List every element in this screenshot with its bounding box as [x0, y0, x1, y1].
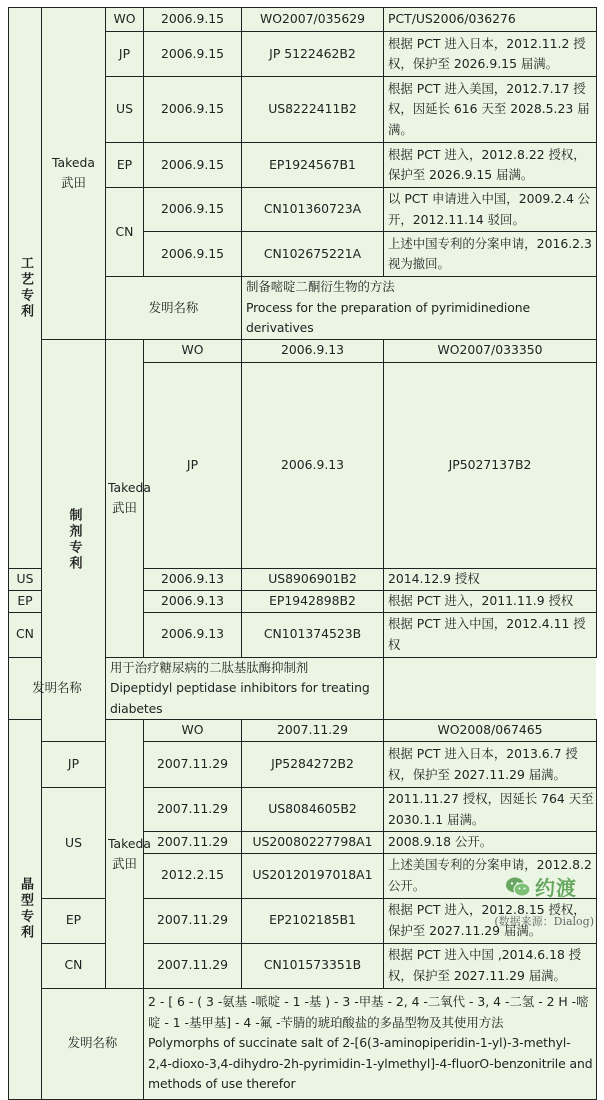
invention-title-en: Dipeptidyl peptidase inhibitors for treating diabetes	[110, 680, 370, 716]
note-cell: 以 PCT 申请进入中国，2009.2.4 公开，2012.11.14 驳回。	[384, 188, 597, 232]
date-cell: 2012.2.15	[144, 853, 242, 898]
data-source-note: (数据来源：Dialog)	[494, 915, 594, 928]
table-row	[9, 742, 597, 788]
patent-number-cell: EP1942898B2	[242, 590, 384, 612]
country-cell: CN	[106, 188, 144, 277]
date-cell: 2006.9.15	[144, 232, 242, 277]
country-cell: JP	[106, 32, 144, 77]
invention-title-zh: 用于治疗糖尿病的二肽基肽酶抑制剂	[110, 659, 309, 675]
company-name-en: Takeda	[108, 835, 151, 851]
country-cell: JP	[144, 362, 242, 568]
note-cell: 2011.11.27 授权，因延长 764 天至 2030.1.1 届满。	[384, 788, 597, 832]
table-row	[9, 943, 597, 988]
table-row	[9, 657, 597, 720]
country-cell: WO	[144, 720, 242, 742]
wechat-icon	[505, 876, 531, 898]
date-cell: 2006.9.13	[242, 339, 384, 362]
date-cell: 2006.9.15	[144, 143, 242, 188]
patent-number-cell: CN102675221A	[242, 232, 384, 277]
invention-title	[144, 988, 597, 1099]
patent-number-cell: EP1924567B1	[242, 143, 384, 188]
note-cell: PCT/US2006/036276	[384, 8, 597, 32]
note-cell: 根据 PCT 进入中国 ,2014.6.18 授权，保护至 2027.11.29 届满。	[384, 943, 597, 988]
date-cell: 2007.11.29	[144, 832, 242, 854]
invention-label: 发明名称	[42, 988, 144, 1099]
table-row	[9, 988, 597, 1099]
patent-number-cell: US20080227798A1	[242, 832, 384, 854]
date-cell: 2006.9.15	[144, 32, 242, 77]
patent-table	[8, 7, 597, 1100]
invention-title	[242, 277, 597, 340]
patent-number-cell: WO2007/033350	[384, 339, 597, 362]
date-cell: 2006.9.15	[144, 77, 242, 143]
company-name-zh: 武田	[112, 855, 137, 871]
country-cell: CN	[42, 943, 106, 988]
date-cell: 2007.11.29	[144, 742, 242, 788]
invention-title	[106, 657, 384, 720]
company-cell	[106, 720, 151, 989]
watermark-text: 约渡	[535, 876, 577, 900]
company-name-en: Takeda	[52, 155, 95, 171]
patent-table-container	[8, 7, 596, 1100]
watermark	[505, 872, 577, 901]
invention-title-en: Process for the preparation of pyrimidinedione derivatives	[246, 299, 530, 335]
country-cell: US	[42, 788, 106, 899]
category-cell: 晶型专利	[9, 720, 42, 1100]
invention-label: 发明名称	[106, 277, 242, 340]
company-cell	[106, 339, 151, 657]
country-cell: US	[106, 77, 144, 143]
date-cell: 2006.9.13	[242, 362, 384, 568]
invention-title-zh: 2 - [ 6 - ( 3 -氨基 -哌啶 - 1 -基 ) - 3 -甲基 - 2, 4 -二氧代 - 3, 4 -二氢 - 2 H -嘧啶 - 1 -基甲基] - 4 -氟 -苄腈的琥珀酸盐的多晶型物及其使用方法	[148, 994, 589, 1030]
date-cell: 2007.11.29	[242, 720, 384, 742]
date-cell: 2007.11.29	[144, 943, 242, 988]
note-cell: 根据 PCT 进入日本，2012.11.2 授权，保护至 2026.9.15 届满。	[384, 32, 597, 77]
note-cell: 2008.9.18 公开。	[384, 832, 597, 854]
date-cell: 2006.9.13	[144, 568, 242, 590]
patent-number-cell: WO2007/035629	[242, 8, 384, 32]
note-cell: 根据 PCT 进入，2011.11.9 授权	[384, 590, 597, 612]
country-cell: EP	[9, 590, 42, 612]
note-cell: 根据 PCT 进入日本，2013.6.7 授权，保护至 2027.11.29 届满。	[384, 742, 597, 788]
country-cell: US	[9, 568, 42, 590]
country-cell: JP	[42, 742, 106, 788]
date-cell: 2006.9.15	[144, 8, 242, 32]
company-cell	[42, 8, 106, 340]
date-cell: 2007.11.29	[144, 788, 242, 832]
note-cell: 根据 PCT 进入，2012.8.15 授权，保护至 2027.11.29 届满。	[384, 898, 597, 943]
note-cell: 根据 PCT 进入中国，2012.4.11 授权	[384, 612, 597, 657]
patent-number-cell: US8222411B2	[242, 77, 384, 143]
country-cell: CN	[9, 612, 42, 657]
invention-title-en: Polymorphs of succinate salt of 2-[6(3-aminopiperidin-1-yl)-3-methyl-2,4-dioxo-3,4-dihydro-2h-pyrimidin-1-ylmethyl]-4-fluorO-benzonitrile and methods of use therefor	[148, 1035, 593, 1092]
patent-number-cell: US8084605B2	[242, 788, 384, 832]
date-cell: 2007.11.29	[144, 898, 242, 943]
patent-number-cell: US20120197018A1	[242, 853, 384, 898]
country-cell: EP	[42, 898, 106, 943]
note-cell: 上述中国专利的分案申请，2016.2.3 视为撤回。	[384, 232, 597, 277]
patent-number-cell: JP5284272B2	[242, 742, 384, 788]
table-row	[9, 339, 597, 362]
note-cell: 根据 PCT 进入，2012.8.22 授权，保护至 2026.9.15 届满。	[384, 143, 597, 188]
country-cell: WO	[106, 8, 144, 32]
date-cell: 2006.9.13	[144, 590, 242, 612]
invention-label: 发明名称	[9, 657, 106, 720]
patent-number-cell: CN101360723A	[242, 188, 384, 232]
date-cell: 2006.9.15	[144, 188, 242, 232]
patent-number-cell: JP5027137B2	[384, 362, 597, 568]
patent-number-cell: EP2102185B1	[242, 898, 384, 943]
table-row	[9, 8, 597, 32]
patent-number-cell: JP 5122462B2	[242, 32, 384, 77]
category-cell: 工艺专利	[9, 8, 42, 569]
company-name-en: Takeda	[108, 480, 151, 495]
patent-number-cell: WO2008/067465	[384, 720, 597, 742]
patent-number-cell: CN101573351B	[242, 943, 384, 988]
patent-number-cell: US8906901B2	[242, 568, 384, 590]
date-cell: 2006.9.13	[144, 612, 242, 657]
company-name-zh: 武田	[61, 175, 86, 191]
patent-number-cell: CN101374523B	[242, 612, 384, 657]
table-row	[9, 788, 597, 832]
company-name-zh: 武田	[112, 500, 137, 515]
note-cell: 2014.12.9 授权	[384, 568, 597, 590]
note-cell: 根据 PCT 进入美国，2012.7.17 授权，因延长 616 天至 2028.5.23 届满。	[384, 77, 597, 143]
country-cell: EP	[106, 143, 144, 188]
note-cell: 上述美国专利的分案申请，2012.8.2 公开。	[384, 853, 597, 898]
invention-title-zh: 制备嘧啶二酮衍生物的方法	[246, 279, 395, 294]
country-cell: WO	[144, 339, 242, 362]
category-cell: 制剂专利	[42, 339, 106, 742]
